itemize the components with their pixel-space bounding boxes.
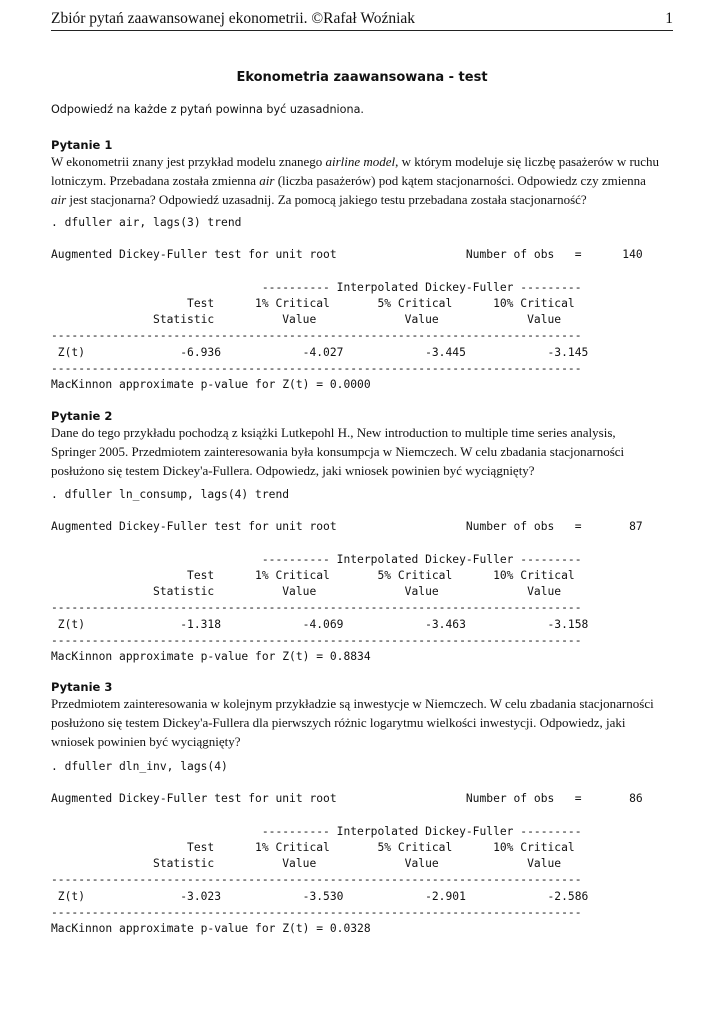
question-text bbox=[51, 694, 681, 751]
stata-command: . dfuller dln_inv, lags(4) bbox=[51, 760, 228, 773]
emphasized-term: air bbox=[259, 173, 275, 188]
page-header bbox=[51, 10, 673, 31]
question-text-line: Przedmiotem zainteresowania w kolejnym przykładzie są inwestycje w Niemczech. W celu zbadania stacjonarności bbox=[51, 696, 654, 711]
document-title: Ekonometria zaawansowana - test bbox=[236, 70, 488, 85]
stata-command: . dfuller ln_consump, lags(4) trend bbox=[51, 488, 290, 501]
question-text-line: posłużono się testem Dickey'a-Fullera. Odpowiedz, jaki wniosek powinien być wyciągnięty? bbox=[51, 463, 535, 478]
question-text-line: W ekonometrii znany jest przykład modelu znanego airline model, w którym modeluje się liczbę pasażerów w ruchu bbox=[51, 154, 660, 169]
intro-text: Odpowiedź na każde z pytań powinna być uzasadniona. bbox=[51, 103, 364, 116]
question-text-line: lotniczym. Przebadana została zmienna air (liczba pasażerów) pod kątem stacjonarności. Odpowiedz czy zmienna bbox=[51, 173, 646, 188]
question-text-line: Dane do tego przykładu pochodzą z książki Lutkepohl H., New introduction to multiple time series analysis, bbox=[51, 425, 616, 440]
question-text bbox=[51, 423, 681, 480]
emphasized-term: airline model bbox=[325, 154, 396, 169]
question-heading: Pytanie 3 bbox=[51, 680, 113, 694]
page-number: 1 bbox=[665, 10, 673, 27]
stata-command: . dfuller air, lags(3) trend bbox=[51, 216, 242, 229]
question-text-line: wniosek powinien być wyciągnięty? bbox=[51, 734, 241, 749]
question-text-line: Springer 2005. Przedmiotem zainteresowania była konsumpcja w Niemczech. W celu zbadania stacjonarności bbox=[51, 444, 625, 459]
question-heading: Pytanie 1 bbox=[51, 138, 113, 152]
question-text-line: posłużono się testem Dickey'a-Fullera dla pierwszych różnic logarytmu wielkości inwestycji. Odpowiedz, jaki bbox=[51, 715, 626, 730]
dfuller-output: Augmented Dickey-Fuller test for unit root Number of obs = 140 ---------- Interpolated Dickey-Fuller --------- Test 1% Critical 5% Critical 10% Critical Statistic Value Value Value ------------------------------------------------------------------------------ Z(t) -6.936 -4.027 -3.445 -3.145 ------------------------------------------------------------------------------ MacKinnon approximate p-value for Z(t) = 0.0000 bbox=[51, 248, 643, 392]
question-text bbox=[51, 152, 681, 209]
dfuller-output: Augmented Dickey-Fuller test for unit root Number of obs = 87 ---------- Interpolated Dickey-Fuller --------- Test 1% Critical 5% Critical 10% Critical Statistic Value Value Value ------------------------------------------------------------------------------ Z(t) -1.318 -4.069 -3.463 -3.158 ------------------------------------------------------------------------------ MacKinnon approximate p-value for Z(t) = 0.8834 bbox=[51, 520, 643, 664]
header-title: Zbiór pytań zaawansowanej ekonometrii. ©Rafał Woźniak bbox=[51, 10, 416, 27]
dfuller-output: Augmented Dickey-Fuller test for unit root Number of obs = 86 ---------- Interpolated Dickey-Fuller --------- Test 1% Critical 5% Critical 10% Critical Statistic Value Value Value ------------------------------------------------------------------------------ Z(t) -3.023 -3.530 -2.901 -2.586 ------------------------------------------------------------------------------ MacKinnon approximate p-value for Z(t) = 0.0328 bbox=[51, 792, 643, 936]
question-text-line: air jest stacjonarna? Odpowiedź uzasadnij. Za pomocą jakiego testu przebadana została stacjonarność? bbox=[51, 192, 587, 207]
question-heading: Pytanie 2 bbox=[51, 409, 113, 423]
emphasized-term: air bbox=[51, 192, 67, 207]
